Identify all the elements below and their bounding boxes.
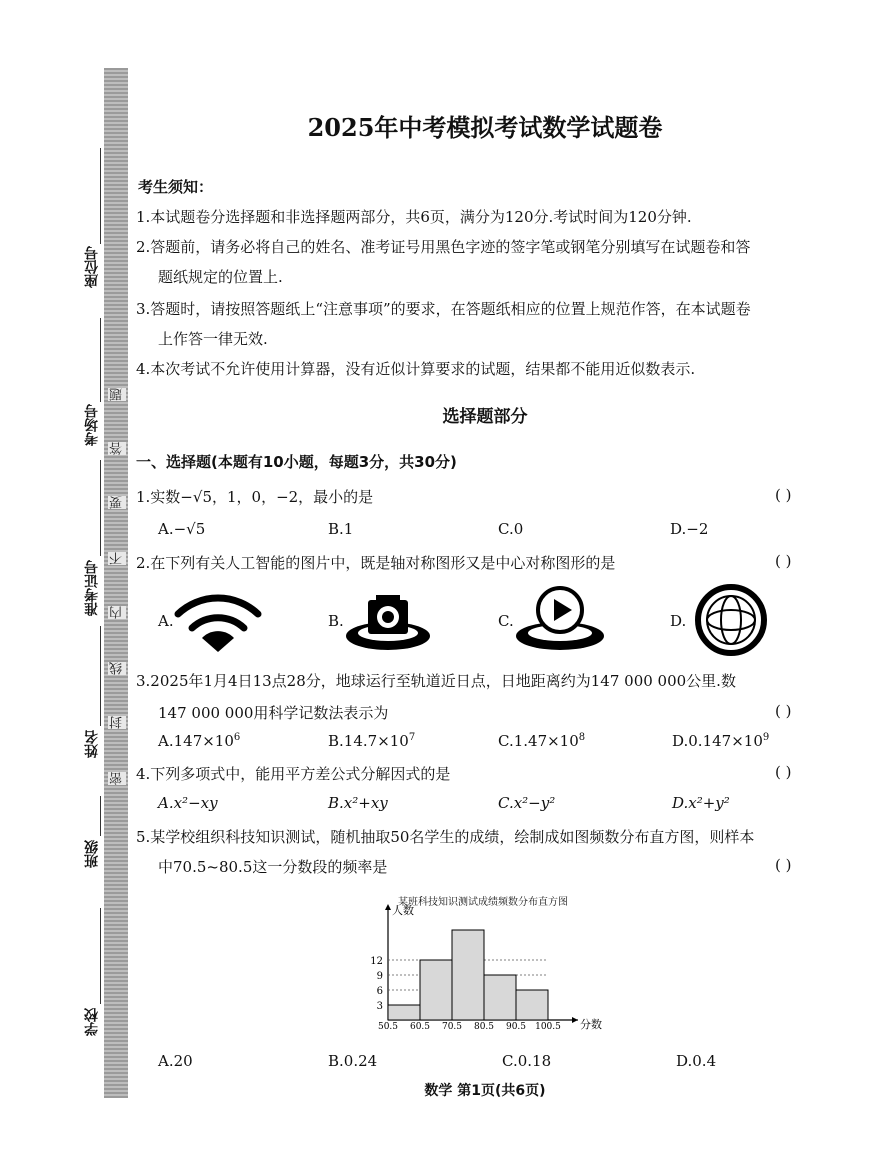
x-axis-label: 分数 [580, 1018, 602, 1031]
q3-answer-paren[interactable]: ( ) [775, 702, 792, 720]
notice-item: 4.本次考试不允许使用计算器，没有近似计算要求的试题，结果都不能用近似数表示. [136, 360, 696, 378]
seal-char: 题 [110, 388, 125, 401]
play-button-icon [514, 584, 606, 654]
name-field-line[interactable] [100, 626, 101, 726]
x-tick-label: 60.5 [409, 1022, 431, 1032]
x-tick-label: 70.5 [441, 1022, 463, 1032]
notice-item: 上作答一律无效. [158, 330, 268, 348]
room-field-line[interactable] [100, 318, 101, 402]
q2-option-b: B. [328, 612, 344, 630]
q3-stem-line2: 147 000 000用科学记数法表示为 [158, 704, 389, 722]
histogram-bar [388, 1005, 420, 1020]
y-axis-arrow [385, 904, 391, 910]
q1-answer-paren[interactable]: ( ) [775, 486, 792, 504]
x-tick-label: 50.5 [377, 1022, 399, 1032]
side-label-ticket: 准考证号 [84, 560, 100, 616]
q5-option-a: A.20 [158, 1052, 193, 1070]
part1-heading: 一、选择题(本题有10小题，每题3分，共30分) [136, 453, 457, 471]
wifi-icon [172, 584, 264, 654]
q1-option-c: C.0 [498, 520, 524, 538]
x-tick-label: 80.5 [473, 1022, 495, 1032]
q4-stem: 4.下列多项式中，能用平方差公式分解因式的是 [136, 765, 451, 783]
notice-item: 3.答题时，请按照答题纸上“注意事项”的要求，在答题纸相应的位置上规范作答，在本试题卷 [136, 300, 751, 318]
q2-stem: 2.在下列有关人工智能的图片中，既是轴对称图形又是中心对称图形的是 [136, 554, 616, 572]
q5-option-b: B.0.24 [328, 1052, 378, 1070]
q5-stem-line2: 中70.5~80.5这一分数段的频率是 [158, 858, 388, 876]
q2-option-c: C. [498, 612, 514, 630]
class-field-line[interactable] [100, 796, 101, 836]
histogram-bar [484, 975, 516, 1020]
seal-char: 内 [110, 606, 125, 619]
q3-option-d: $D.0.147\times 10^9$ [672, 732, 770, 750]
seal-char: 要 [110, 496, 125, 509]
q5-option-d: D.0.4 [676, 1052, 717, 1070]
ticket-field-line[interactable] [100, 460, 101, 556]
seat-field-line[interactable] [100, 148, 101, 244]
notice-item: 2.答题前，请务必将自己的姓名、准考证号用黑色字迹的签字笔或钢笔分别填写在试题卷和答 [136, 238, 751, 256]
q2-answer-paren[interactable]: ( ) [775, 552, 792, 570]
page-footer: 数学 第1页(共6页) [424, 1083, 546, 1099]
histogram-chart [358, 902, 620, 1032]
side-label-name: 姓名 [84, 730, 100, 758]
seal-char: 封 [110, 716, 125, 729]
q2-option-d: D. [670, 612, 687, 630]
q4-option-c: C.x²−y² [498, 794, 556, 812]
histogram-bar [516, 990, 548, 1020]
q3-option-a: $A.147\times 10^6$ [158, 732, 241, 750]
q2-option-a: A. [158, 612, 174, 630]
seal-char: 密 [110, 772, 125, 785]
camera-icon [344, 590, 432, 652]
globe-icon [694, 584, 768, 656]
q4-option-d: D.x²+y² [672, 794, 730, 812]
q1-option-a: A.−√5 [158, 520, 206, 538]
q3-stem-line1: 3.2025年1月4日13点28分，地球运行至轨道近日点，日地距离约为147 000 000公里.数 [136, 672, 736, 690]
side-label-seat: 座位号 [84, 246, 100, 288]
x-tick-label: 90.5 [505, 1022, 527, 1032]
histogram-title: 某班科技知识测试成绩频数分布直方图 [398, 897, 568, 908]
q1-option-d: D.−2 [670, 520, 709, 538]
y-tick-label: 9 [376, 971, 383, 982]
histogram-bar [420, 960, 452, 1020]
school-field-line[interactable] [100, 908, 101, 1004]
side-label-class: 班级 [84, 840, 100, 868]
q1-stem: 1.实数−√5，1，0，−2，最小的是 [136, 488, 374, 506]
seal-char: 线 [110, 662, 125, 675]
y-axis-label: 人数 [392, 904, 414, 917]
x-tick-label: 100.5 [535, 1022, 561, 1032]
x-axis-arrow [572, 1017, 578, 1023]
notice-heading: 考生须知： [138, 178, 214, 196]
histogram-bar [452, 930, 484, 1020]
q4-option-b: B.x²+xy [328, 794, 388, 812]
q5-option-c: C.0.18 [502, 1052, 552, 1070]
section-title: 选择题部分 [442, 407, 528, 427]
side-label-room: 考场号 [84, 404, 100, 446]
q3-option-c: $C.1.47\times 10^8$ [498, 732, 586, 750]
seal-char: 答 [110, 442, 125, 455]
q4-option-a: A.x²−xy [158, 794, 218, 812]
q5-stem-line1: 5.某学校组织科技知识测试，随机抽取50名学生的成绩，绘制成如图频数分布直方图，则样本 [136, 828, 755, 846]
y-tick-label: 12 [370, 956, 383, 967]
y-tick-label: 6 [376, 986, 383, 997]
q5-answer-paren[interactable]: ( ) [775, 856, 792, 874]
y-tick-label: 3 [376, 1001, 383, 1012]
q4-answer-paren[interactable]: ( ) [775, 763, 792, 781]
notice-item: 1.本试题卷分选择题和非选择题两部分，共6页，满分为120分.考试时间为120分钟. [136, 208, 692, 226]
binding-strip [104, 68, 128, 1098]
q3-option-b: $B.14.7\times 10^7$ [328, 732, 416, 750]
page-title: 2025年中考模拟考试数学试题卷 [307, 113, 663, 142]
side-label-school: 学校 [84, 1008, 100, 1036]
seal-char: 不 [110, 552, 125, 565]
notice-item: 题纸规定的位置上. [158, 268, 283, 286]
q1-option-b: B.1 [328, 520, 354, 538]
